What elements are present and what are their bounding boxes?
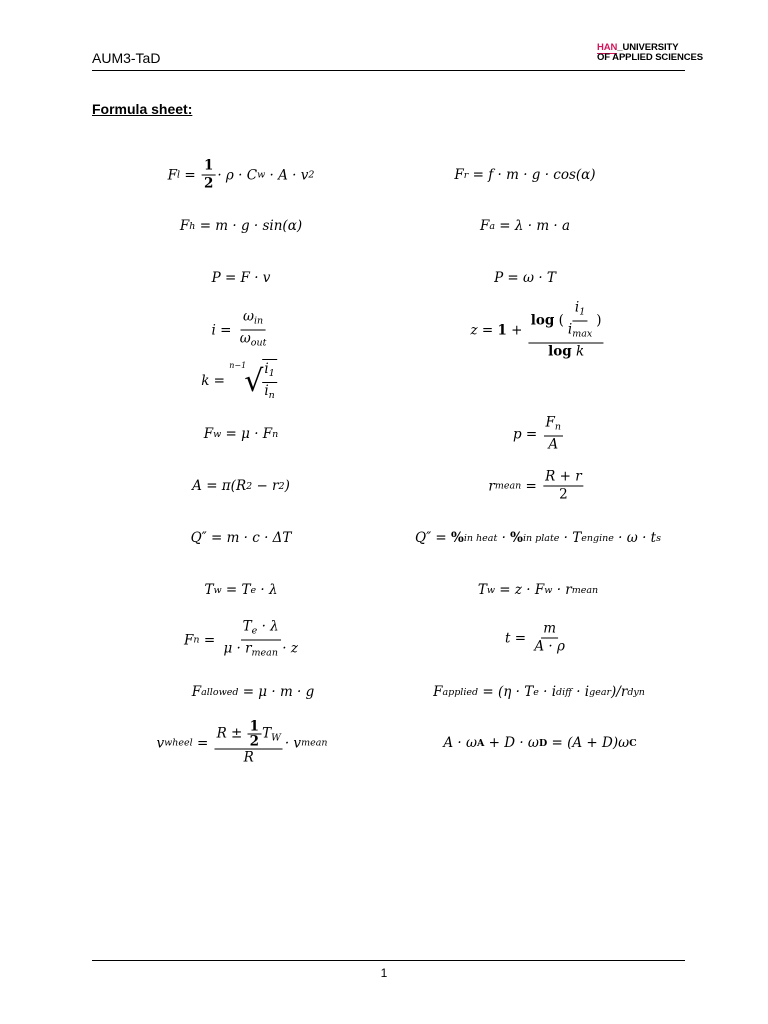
formula-mean-radius: r mean = $\frac{R + r}{2}$ — [488, 468, 582, 503]
university-logo — [597, 43, 703, 63]
formula-power-torque: P = ω · T — [494, 270, 556, 286]
document-code: AUM3-TaD — [92, 50, 161, 66]
formula-ring-area: A = π(R 2 − r 2 ) — [192, 478, 290, 494]
formula-thickness: t = $\frac{m}{A \cdot \rho}$ — [505, 620, 565, 655]
header-divider — [92, 70, 685, 71]
page-title: Formula sheet: — [92, 101, 193, 117]
formula-torque-clutch: T w = z · F w · r mean — [477, 582, 599, 598]
formula-normal-force: F n = $\frac{T_e \cdot \lambda}{\mu \cdot r_{mean} \cdot z}$ — [184, 618, 298, 659]
formula-step-ratio: k = n−1 √ $\frac{i_1}{i_n}$ — [201, 361, 275, 401]
formula-air-resistance: F l = $\frac{1}{2}$ · ρ · C w · A · v 2 — [167, 157, 315, 192]
logo-line1: _UNIVERSITY — [617, 42, 679, 53]
formula-torque-wheel: T w = T e · λ — [204, 582, 278, 598]
formula-gear-ratio: i = $\frac{\omega_{in}}{\omega_{out}}$ — [211, 308, 267, 349]
formula-gear-steps: z = 1 + log ( $\frac{i_1}{i_{max}}$ ) log k — [470, 299, 602, 360]
formula-wheel-speed: v wheel = R ± $\frac{1}{2}$ $T_W$ R · v mean — [156, 718, 328, 766]
formula-applied-force: F applied = (η · T e · i diff · i gear )/r dyn — [433, 684, 645, 700]
footer-divider — [92, 960, 685, 961]
formula-heat-distribution: Q″ = % in heat · % in plate · T engine · ω · t s — [415, 530, 661, 546]
formula-heat: Q″ = m · c · ΔT — [190, 530, 292, 546]
formula-hill-force: F h = m · g · sin(α) — [179, 218, 303, 234]
formula-differential: A · ω A + D · ω D = (A + D)ω C — [443, 735, 637, 751]
formula-power-force: P = F · v — [211, 270, 271, 286]
formula-rolling-resistance: F r = f · m · g · cos(α) — [454, 167, 596, 183]
formula-allowed-force: F allowed = μ · m · g — [191, 684, 315, 700]
logo-brand: HAN — [597, 42, 618, 53]
logo-line2: OF APPLIED SCIENCES — [597, 52, 703, 63]
formula-pressure: p = $\frac{F_n}{A}$ — [512, 414, 562, 453]
formula-friction-force: F w = μ · F n — [203, 426, 279, 442]
formula-acceleration-force: F a = λ · m · a — [479, 218, 571, 234]
page-number: 1 — [380, 966, 388, 980]
